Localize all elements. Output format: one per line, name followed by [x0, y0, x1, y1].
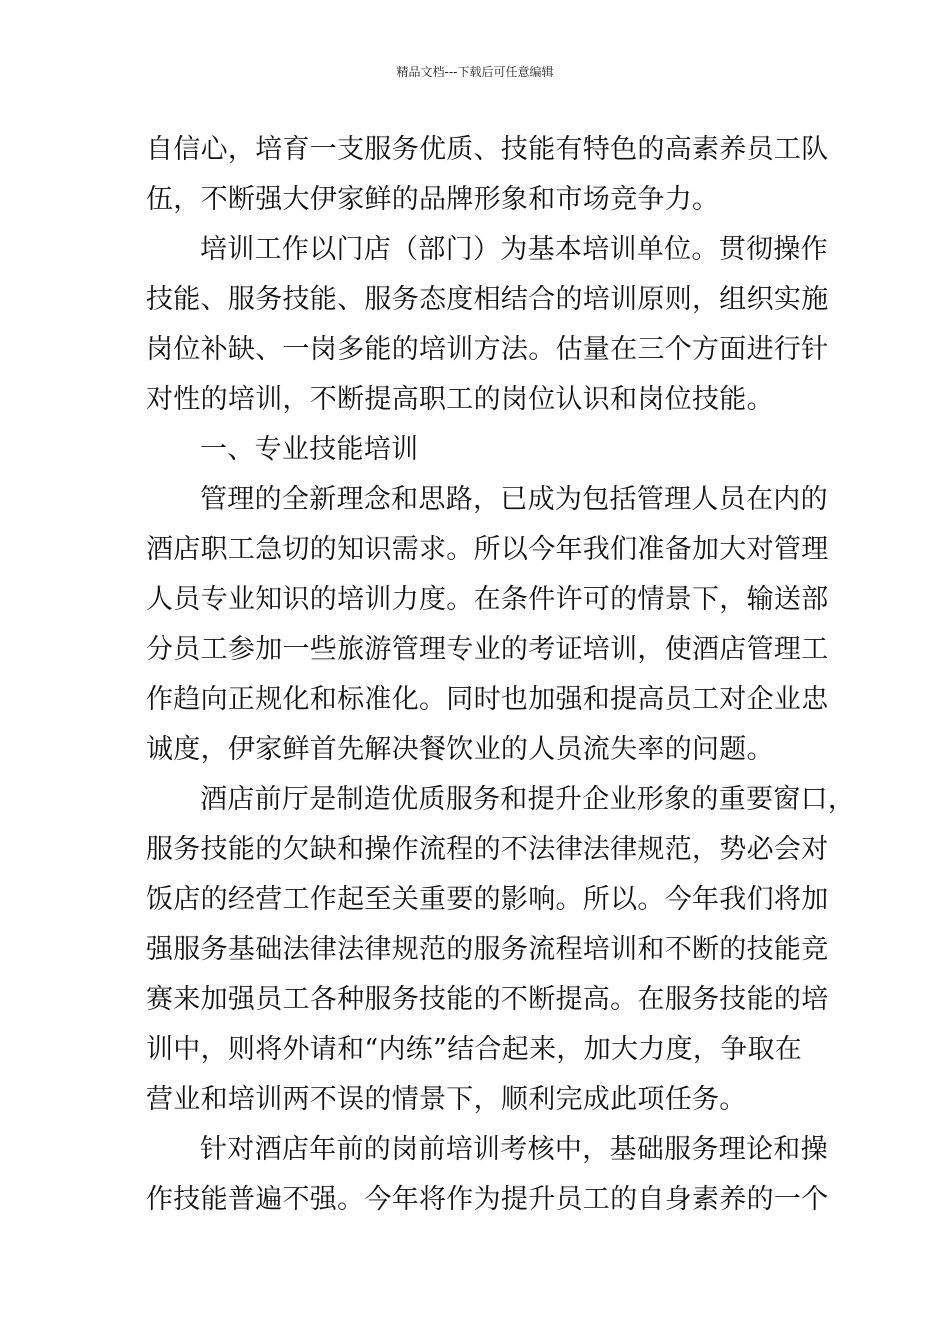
text-line: 服务技能的欠缺和操作流程的不法律法律规范，势必会对	[146, 834, 829, 865]
text-line: 技能、服务技能、服务态度相结合的培训原则，组织实施	[146, 284, 829, 315]
text-line: 分员工参加一些旅游管理专业的考证培训，使酒店管理工	[146, 634, 829, 665]
text-line: 诚度，伊家鲜首先解决餐饮业的人员流失率的问题。	[146, 734, 774, 765]
text-line: 管理的全新理念和思路，已成为包括管理人员在内的	[200, 484, 828, 515]
page-header: 精品文档---下载后可任意编辑	[396, 65, 554, 79]
text-line: 培训工作以门店（部门）为基本培训单位。贯彻操作	[200, 234, 828, 265]
text-line: 自信心，培育一支服务优质、技能有特色的高素养员工队	[146, 134, 829, 165]
text-line: 作趋向正规化和标准化。同时也加强和提高员工对企业忠	[146, 684, 829, 715]
text-line: 人员专业知识的培训力度。在条件许可的情景下，输送部	[146, 584, 829, 615]
text-line: 伍，不断强大伊家鲜的品牌形象和市场竞争力。	[146, 184, 720, 215]
text-line: 强服务基础法律法律规范的服务流程培训和不断的技能竞	[146, 934, 829, 965]
text-line: 作技能普遍不强。今年将作为提升员工的自身素养的一个	[146, 1184, 829, 1215]
text-line: 对性的培训，不断提高职工的岗位认识和岗位技能。	[146, 384, 774, 415]
text-line: 岗位补缺、一岗多能的培训方法。估量在三个方面进行针	[146, 334, 829, 365]
text-line: 饭店的经营工作起至关重要的影响。所以。今年我们将加	[146, 884, 829, 915]
text-line: 酒店职工急切的知识需求。所以今年我们准备加大对管理	[146, 534, 829, 565]
text-line: 营业和培训两不误的情景下，顺利完成此项任务。	[146, 1084, 747, 1115]
section-heading: 一、专业技能培训	[200, 434, 419, 465]
document-body	[146, 125, 856, 1225]
text-line: 酒店前厅是制造优质服务和提升企业形象的重要窗口，	[200, 784, 856, 815]
text-line: 针对酒店年前的岗前培训考核中，基础服务理论和操	[200, 1134, 828, 1165]
text-line: 训中，则将外请和“内练”结合起来，加大力度，争取在	[146, 1034, 803, 1065]
text-line: 赛来加强员工各种服务技能的不断提高。在服务技能的培	[146, 984, 829, 1015]
